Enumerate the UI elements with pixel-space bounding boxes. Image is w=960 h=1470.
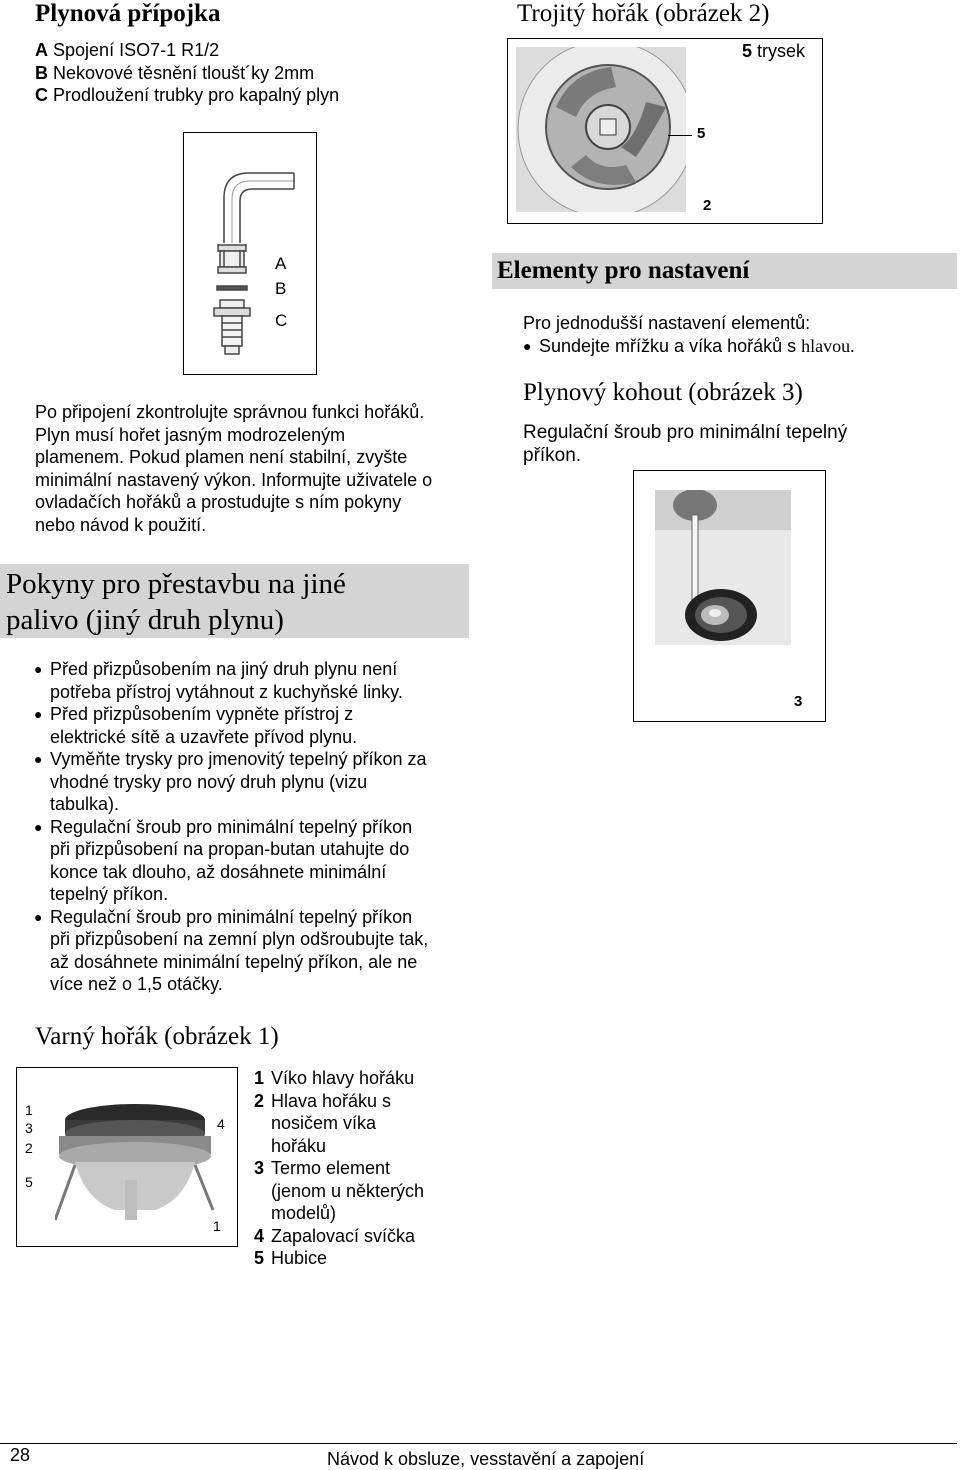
gas-pipe-figure — [183, 132, 317, 375]
gas-tap-photo — [655, 490, 791, 645]
settings-intro: Pro jednodušší nastavení elementů: — [523, 313, 811, 333]
cooking-burner-legend — [254, 1067, 424, 1270]
figure-label-c: C — [275, 311, 288, 330]
figure-label-2: 2 — [25, 1140, 33, 1156]
bullet-dot: ● — [34, 908, 43, 925]
legend-entry: 3 Termo element (jenom u některých modelů) — [254, 1158, 425, 1223]
conversion-bullet: ● Před přizpůsobením na jiný druh plynu není potřeba přístroj vytáhnout z kuchyňské linky. — [34, 659, 403, 702]
conversion-bullets — [34, 658, 474, 996]
triple-burner-heading: Trojitý hořák (obrázek 2) — [517, 0, 770, 27]
conversion-heading: Pokyny pro přestavbu na jiné palivo (jiný druh plynu) — [6, 568, 346, 636]
legend-item-b: B Nekovové těsnění tloušt´ky 2mm — [35, 62, 315, 83]
bullet-dot: ● — [34, 706, 43, 722]
page-number: 28 — [10, 1445, 31, 1465]
nozzle-caption: 5 trysek — [742, 41, 806, 61]
after-connection-text: Po připojení zkontrolujte správnou funkci hořáků. Plyn musí hořet jasným modrozeleným plamenem. Pokud plamen není stabilní, zvyšte minimální nastavený výkon. Informujte uživatele o ovladačích hořáků a prostudujte s ním pokyny nebo návod k použití. — [35, 402, 433, 535]
gas-tap-figure — [633, 470, 826, 722]
cooking-burner-figure — [16, 1067, 238, 1247]
bullet-dot: ● — [523, 338, 532, 354]
legend-item-c: C Prodloužení trubky pro kapalný plyn — [35, 85, 340, 105]
legend-entry: 1 Víko hlavy hořáku — [254, 1068, 415, 1088]
figure-label-1: 1 — [25, 1102, 33, 1118]
figure-label-4: 4 — [217, 1116, 225, 1132]
legend-item-a: A Spojení ISO7-1 R1/2 — [35, 40, 220, 60]
figure-label-a: A — [275, 254, 287, 273]
conversion-bullet: ● Regulační šroub pro minimální tepelný příkon při přizpůsobení na propan-butan utahujte do konce tak dlouho, až dosáhnete minimální tepelný příkon. — [34, 816, 413, 904]
figure-label-3-left: 3 — [25, 1120, 33, 1136]
settings-heading-band — [492, 253, 957, 289]
triple-burner-photo — [516, 47, 686, 212]
conversion-bullet: ● Vyměňte trysky pro jmenovitý tepelný příkon za vhodné trysky pro nový druh plynu (vizu tabulka). — [34, 749, 427, 814]
bullet-dot: ● — [34, 751, 43, 767]
gas-pipe-drawing — [184, 133, 316, 374]
legend-entry: 2 Hlava hořáku s nosičem víka hořáku — [254, 1090, 392, 1156]
callout-line-5 — [668, 135, 692, 136]
bullet-dot: ● — [34, 661, 43, 677]
conversion-bullet: ● Regulační šroub pro minimální tepelný příkon při přizpůsobení na zemní plyn odšroubujte tak, až dosáhnete minimální tepelný příkon, ale ne více než o 1,5 otáčky. — [34, 906, 429, 994]
settings-bullet: ● Sundejte mřížku a víka hořáků s hlavou. — [523, 336, 855, 356]
legend-entry: 5 Hubice — [254, 1248, 328, 1268]
cooking-burner-photo — [55, 1090, 215, 1240]
settings-heading: Elementy pro nastavení — [497, 257, 750, 284]
figure-label-5: 5 — [25, 1174, 33, 1190]
legend-entry: 4 Zapalovací svíčka — [254, 1225, 416, 1246]
figure-label-3: 3 — [794, 693, 803, 710]
figure-label-2: 2 — [703, 197, 712, 214]
footer-title: Návod k obsluze, vesstavění a zapojení — [327, 1449, 645, 1469]
gas-connection-heading: Plynová přípojka — [35, 0, 221, 27]
figure-label-5: 5 — [697, 125, 706, 142]
conversion-heading-band — [0, 564, 469, 638]
gas-connection-legend — [35, 39, 339, 107]
figure-label-b: B — [275, 279, 287, 298]
conversion-bullet: ● Před přizpůsobením vypněte přístroj z elektrické sítě a uzavřete přívod plynu. — [34, 704, 358, 747]
figure-label-1-bottom: 1 — [213, 1218, 221, 1234]
gas-tap-text: Regulační šroub pro minimální tepelný příkon. — [523, 422, 848, 466]
gas-tap-heading: Plynový kohout (obrázek 3) — [523, 379, 803, 406]
footer-rule — [0, 1443, 957, 1444]
settings-bullets — [523, 335, 855, 358]
bullet-dot: ● — [34, 818, 43, 835]
cooking-burner-heading: Varný hořák (obrázek 1) — [35, 1023, 279, 1050]
triple-burner-figure — [507, 38, 823, 224]
